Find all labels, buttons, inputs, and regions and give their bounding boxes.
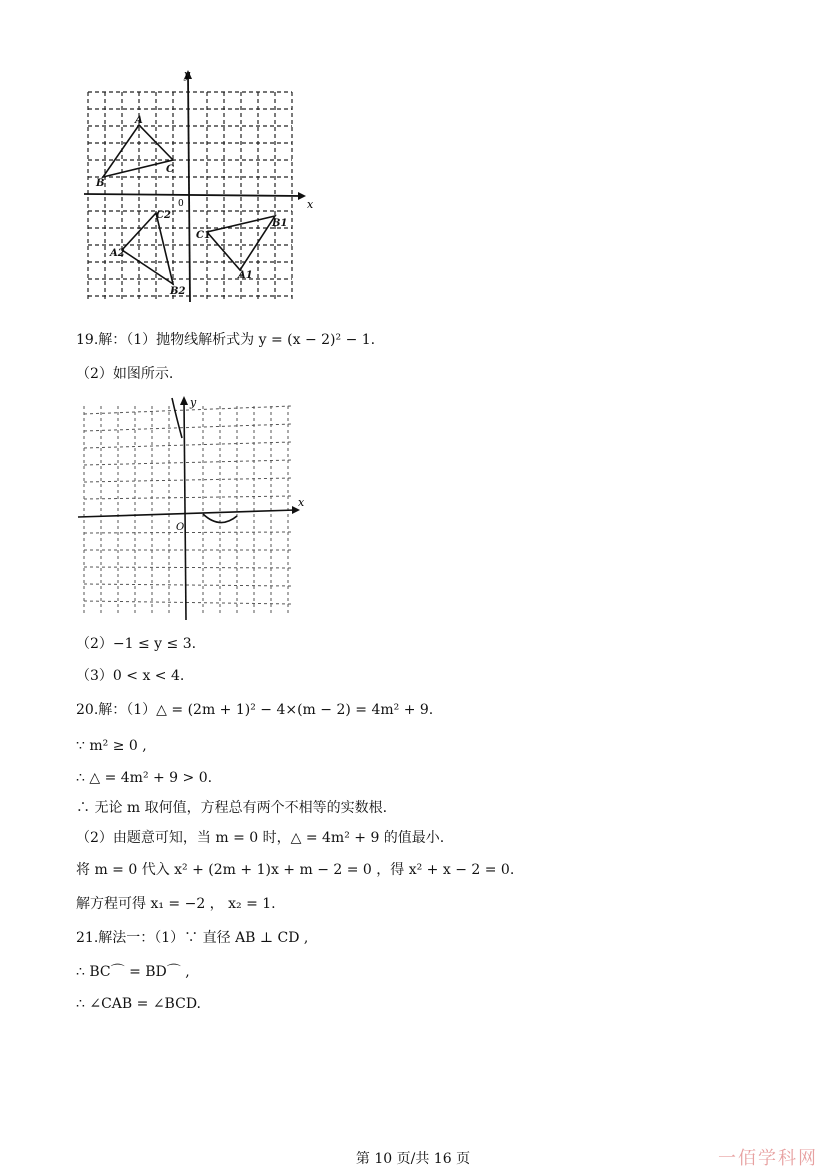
point-a2-label: A2 <box>110 248 125 259</box>
point-b-label: B <box>96 178 105 189</box>
answer-20-solution: 解方程可得 x₁ = −2 ， x₂ = 1. <box>76 896 276 912</box>
page-footer: 第 10 页/共 16 页 <box>355 1151 471 1167</box>
answer-21-part1: 21.解法一：（1）∵ 直径 AB ⊥ CD , <box>76 930 309 946</box>
y-axis-label: y <box>184 68 191 81</box>
answer-19-part1: 19.解：（1）抛物线解析式为 y = (x − 2)² − 1. <box>76 332 376 348</box>
point-c-label: C <box>166 164 174 175</box>
x-axis-label: x <box>307 198 314 211</box>
answer-20-conclusion: ∴ 无论 m 取何值，方程总有两个不相等的实数根. <box>76 800 388 816</box>
x-axis-label-2: x <box>298 496 305 509</box>
figure-parabola-grid <box>76 396 308 622</box>
answer-19-part2: （2）如图所示. <box>76 366 174 382</box>
answer-21-arcs: ∴ BC⌒ = BD⌒ , <box>76 964 190 980</box>
answer-19-range-y: （2）−1 ≤ y ≤ 3. <box>76 636 197 652</box>
answer-20-substitute: 将 m = 0 代入 x² + (2m + 1)x + m − 2 = 0 ，得 x² + x − 2 = 0. <box>76 862 515 878</box>
figure-triangle-grid <box>80 68 315 308</box>
origin-label-2: O <box>176 522 185 533</box>
answer-19-range-x: （3）0 < x < 4. <box>76 668 185 684</box>
point-b1-label: B1 <box>272 218 288 229</box>
watermark-logo: 一佰学科网 <box>718 1148 818 1169</box>
point-c1-label: C1 <box>196 230 211 241</box>
answer-20-therefore: ∴ △ = 4m² + 9 > 0. <box>76 770 213 786</box>
point-b2-label: B2 <box>170 286 186 297</box>
answer-21-angles: ∴ ∠CAB = ∠BCD. <box>76 996 201 1012</box>
point-a1-label: A1 <box>238 270 253 281</box>
point-c2-label: C2 <box>156 210 171 221</box>
answer-20-because: ∵ m² ≥ 0 , <box>76 738 147 754</box>
origin-label: 0 <box>178 199 184 209</box>
answer-20-part1: 20.解：（1）△ = (2m + 1)² − 4×(m − 2) = 4m² + 9. <box>76 702 434 718</box>
point-a-label: A <box>135 115 143 126</box>
answer-20-part2: （2）由题意可知，当 m = 0 时，△ = 4m² + 9 的值最小. <box>76 830 445 846</box>
y-axis-label-2: y <box>190 396 197 409</box>
